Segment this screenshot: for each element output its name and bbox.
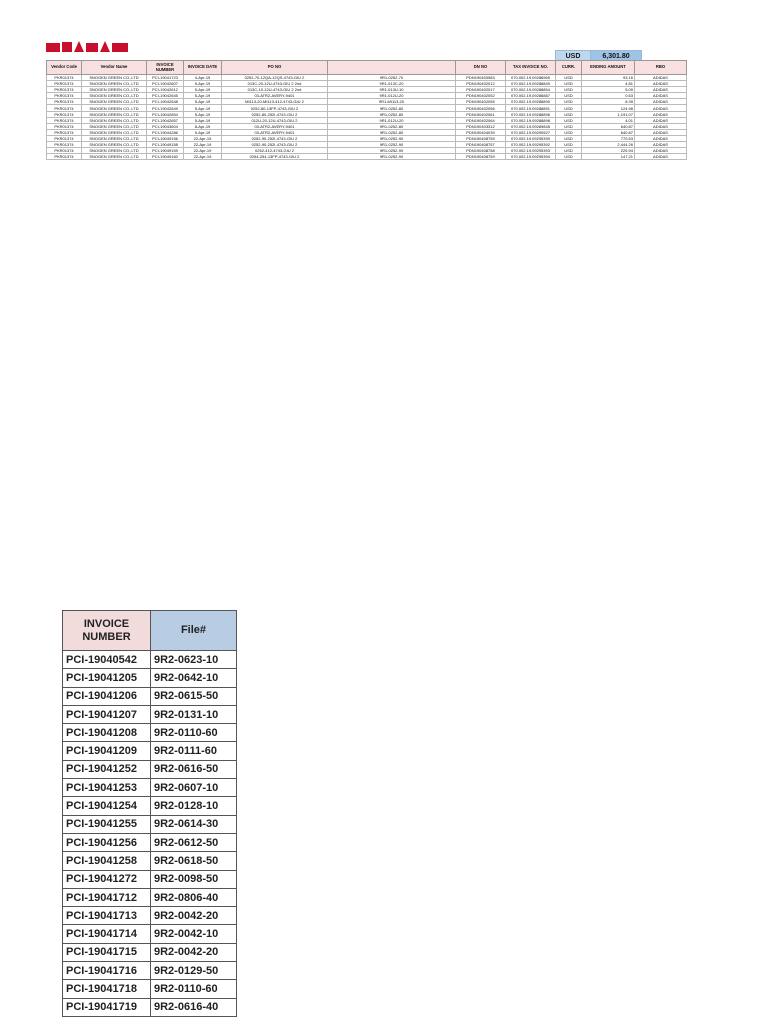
table-cell: PKR01374: [47, 81, 82, 87]
table-cell: 070.002.19.09288849: [506, 81, 556, 87]
table-cell: 5-Apr-19: [184, 105, 222, 111]
table-cell: SNOGEN GREEN CO.,LTD: [82, 93, 147, 99]
table-cell: ADIDAS: [635, 135, 687, 141]
table-row: [63, 888, 237, 906]
column-header: RBO: [635, 61, 687, 75]
table-cell: ADIDAS: [635, 87, 687, 93]
table-cell: PCI-19042612: [147, 87, 184, 93]
table-cell: 5-Apr-19: [184, 111, 222, 117]
invoice-number-cell: PCI-19041713: [63, 907, 151, 925]
table-cell: 0252-80-252I-4743-GIU 2: [222, 111, 328, 117]
table-cell: 0252-80-13FP-4743-GIU 2: [222, 105, 328, 111]
table-cell: PCI-19042649: [147, 105, 184, 111]
table-cell: 9R1-013C-20: [328, 81, 456, 87]
column-header: INVOICE DATE: [184, 61, 222, 75]
file-number-cell: 9R2-0614-30: [151, 815, 237, 833]
table-cell: PDN190408757: [456, 142, 506, 148]
table-cell: 070.002.19.09289845: [506, 123, 556, 129]
table-cell: PDN190408758: [456, 148, 506, 154]
column-header: DN NO: [456, 61, 506, 75]
table-row: [63, 779, 237, 797]
table-row: [63, 980, 237, 998]
table-cell: PKR01374: [47, 93, 82, 99]
table-cell: SNOGEN GREEN CO.,LTD: [82, 129, 147, 135]
invoice-number-cell: PCI-19041256: [63, 833, 151, 851]
table-cell: 9R1-MI113-20: [328, 99, 456, 105]
invoice-number-cell: PCI-19041714: [63, 925, 151, 943]
table-cell: PKR01374: [47, 87, 82, 93]
table-row: [63, 998, 237, 1016]
invoice-number-cell: PCI-19041712: [63, 888, 151, 906]
table-cell: PDN190408755: [456, 135, 506, 141]
table-row: [63, 651, 237, 669]
file-number-cell: 9R2-0098-50: [151, 870, 237, 888]
table-cell: 03-ATR2-AVERY-9401: [222, 93, 328, 99]
table-cell: USD: [556, 129, 582, 135]
file-number-cell: 9R2-0642-10: [151, 669, 237, 687]
table-cell: 013C-10-12U-4743-GIU 2 2nd: [222, 87, 328, 93]
table-cell: PCI-19042645: [147, 93, 184, 99]
table-cell: USD: [556, 111, 582, 117]
invoice-number-cell: PCI-19041715: [63, 943, 151, 961]
table-cell: ADIDAS: [635, 123, 687, 129]
invoice-number-cell: PCI-19041207: [63, 705, 151, 723]
file-number-cell: 9R2-0612-50: [151, 833, 237, 851]
table-cell: PDN190400983: [456, 75, 506, 81]
table-cell: PDN190408759: [456, 154, 506, 160]
table-cell: 9R1-0252-80: [328, 111, 456, 117]
table-cell: 0.63: [582, 93, 635, 99]
file-table-header: [63, 611, 237, 651]
table-cell: ADIDAS: [635, 93, 687, 99]
table-row: [63, 833, 237, 851]
file-number-cell: 9R2-0128-10: [151, 797, 237, 815]
table-cell: 0252-70-12QA-12QS-4743-GIU 2: [222, 75, 328, 81]
table-cell: 5.09: [582, 87, 635, 93]
table-cell: ADIDAS: [635, 148, 687, 154]
invoice-number-cell: PCI-19041205: [63, 669, 151, 687]
table-row: [63, 962, 237, 980]
table-cell: ADIDAS: [635, 142, 687, 148]
table-cell: PCI-19042648: [147, 99, 184, 105]
table-cell: PCI-19042657: [147, 117, 184, 123]
table-cell: SNOGEN GREEN CO.,LTD: [82, 99, 147, 105]
table-cell: 013C-20-12U-4743-GIU 2 2nd: [222, 81, 328, 87]
invoice-number-cell: PCI-19041719: [63, 998, 151, 1016]
table-row: [63, 907, 237, 925]
table-cell: 070.002.19.09290527: [506, 129, 556, 135]
table-cell: 070.002.19.09295394: [506, 154, 556, 160]
table-cell: ADIDAS: [635, 129, 687, 135]
table-cell: SNOGEN GREEN CO.,LTD: [82, 105, 147, 111]
table-cell: 0252-412-4743-GIU 2: [222, 148, 328, 154]
table-cell: ADIDAS: [635, 105, 687, 111]
table-cell: 9R1-012U-20: [328, 93, 456, 99]
column-header: TAX INVOICE NO.: [506, 61, 556, 75]
table-cell: PDN190403312: [456, 123, 506, 129]
table-row: [63, 815, 237, 833]
table-cell: 8.39: [582, 99, 635, 105]
table-cell: PDN190402061: [456, 111, 506, 117]
invoice-number-cell: PCI-19041253: [63, 779, 151, 797]
brand-logo: [46, 40, 130, 52]
invoice-number-cell: PCI-19041208: [63, 724, 151, 742]
table-cell: PCI-19042654: [147, 111, 184, 117]
table-cell: 22-Apr-19: [184, 154, 222, 160]
table-cell: 070.002.19.09288891: [506, 105, 556, 111]
table-cell: USD: [556, 154, 582, 160]
invoice-number-cell: PCI-19041272: [63, 870, 151, 888]
table-cell: 9-Apr-19: [184, 129, 222, 135]
table-cell: 9R1-012U-20: [328, 117, 456, 123]
invoice-number-cell: PCI-19041252: [63, 760, 151, 778]
table-cell: 770.53: [582, 135, 635, 141]
table-cell: SNOGEN GREEN CO.,LTD: [82, 111, 147, 117]
table-cell: PDN190402056: [456, 105, 506, 111]
table-cell: 1,191.07: [582, 111, 635, 117]
table-cell: PCI-19044286: [147, 129, 184, 135]
invoice-number-cell: PCI-19041258: [63, 852, 151, 870]
table-cell: 640.87: [582, 123, 635, 129]
table-cell: ADIDAS: [635, 154, 687, 160]
table-cell: USD: [556, 148, 582, 154]
table-cell: 640.87: [582, 129, 635, 135]
file-number-table: [62, 610, 237, 1017]
header-file-number: File#: [151, 611, 237, 651]
table-cell: 0252-90-252I-4743-GIU 2: [222, 142, 328, 148]
table-row: [63, 687, 237, 705]
table-cell: PKR01374: [47, 105, 82, 111]
table-row: [63, 925, 237, 943]
file-number-cell: 9R2-0623-10: [151, 651, 237, 669]
file-number-cell: 9R2-0042-20: [151, 943, 237, 961]
invoice-number-cell: PCI-19041254: [63, 797, 151, 815]
table-cell: PKR01374: [47, 135, 82, 141]
table-cell: 070.002.19.09288854: [506, 87, 556, 93]
table-row: [47, 154, 687, 160]
table-cell: SNOGEN GREEN CO.,LTD: [82, 142, 147, 148]
table-cell: ADIDAS: [635, 75, 687, 81]
header-invoice-number: INVOICE NUMBER: [63, 611, 151, 651]
table-cell: 5-Apr-19: [184, 93, 222, 99]
invoice-table: [46, 60, 687, 160]
table-cell: ADIDAS: [635, 81, 687, 87]
column-header: PO NO: [222, 61, 328, 75]
table-cell: 4.01: [582, 117, 635, 123]
table-cell: USD: [556, 81, 582, 87]
table-cell: PCI-19049160: [147, 154, 184, 160]
file-number-cell: 9R2-0111-60: [151, 742, 237, 760]
table-cell: 22-Apr-19: [184, 142, 222, 148]
table-cell: SNOGEN GREEN CO.,LTD: [82, 148, 147, 154]
table-cell: USD: [556, 105, 582, 111]
file-number-cell: 9R2-0110-60: [151, 724, 237, 742]
table-cell: 9R1-0252-80: [328, 129, 456, 135]
table-cell: SNOGEN GREEN CO.,LTD: [82, 154, 147, 160]
table-cell: 9R1-0252-70: [328, 75, 456, 81]
column-header: CURR.: [556, 61, 582, 75]
table-cell: PKR01374: [47, 148, 82, 154]
table-cell: PCI-19049156: [147, 135, 184, 141]
table-cell: USD: [556, 135, 582, 141]
file-number-cell: 9R2-0607-10: [151, 779, 237, 797]
table-cell: PCI-19049159: [147, 148, 184, 154]
table-cell: PKR01374: [47, 117, 82, 123]
table-cell: PDN190402064: [456, 117, 506, 123]
table-row: [63, 724, 237, 742]
table-cell: 93.16: [582, 75, 635, 81]
table-cell: SNOGEN GREEN CO.,LTD: [82, 123, 147, 129]
table-cell: PDN190404039: [456, 129, 506, 135]
file-number-cell: 9R2-0618-50: [151, 852, 237, 870]
file-number-cell: 9R2-0110-60: [151, 980, 237, 998]
table-cell: PDN190402012: [456, 81, 506, 87]
table-cell: 4-Apr-19: [184, 75, 222, 81]
table-cell: 9R1-0252-80: [328, 105, 456, 111]
table-cell: SNOGEN GREEN CO.,LTD: [82, 81, 147, 87]
table-cell: PDN190402055: [456, 99, 506, 105]
table-row: [63, 742, 237, 760]
table-cell: 5-Apr-19: [184, 87, 222, 93]
table-cell: PCI-19049158: [147, 142, 184, 148]
table-cell: 22-Apr-19: [184, 135, 222, 141]
table-cell: 070.002.19.09295393: [506, 148, 556, 154]
table-cell: PKR01374: [47, 111, 82, 117]
file-number-cell: 9R2-0042-20: [151, 907, 237, 925]
table-cell: 070.002.19.09288898: [506, 117, 556, 123]
invoice-number-cell: PCI-19041718: [63, 980, 151, 998]
table-cell: USD: [556, 117, 582, 123]
table-row: [63, 852, 237, 870]
table-cell: 5-Apr-19: [184, 99, 222, 105]
total-amount: 6,301.80: [590, 50, 642, 61]
column-header: Vendor Code: [47, 61, 82, 75]
table-cell: 070.002.19.09288896: [506, 111, 556, 117]
invoice-number-cell: PCI-19041255: [63, 815, 151, 833]
table-cell: 070.002.19.09288887: [506, 93, 556, 99]
file-number-cell: 9R2-0615-50: [151, 687, 237, 705]
table-cell: SNOGEN GREEN CO.,LTD: [82, 87, 147, 93]
table-cell: 2,444.26: [582, 142, 635, 148]
table-cell: PCI-19042607: [147, 81, 184, 87]
table-row: [63, 705, 237, 723]
invoice-number-cell: PCI-19040542: [63, 651, 151, 669]
table-cell: USD: [556, 93, 582, 99]
table-cell: 5-Apr-19: [184, 117, 222, 123]
table-cell: PKR01374: [47, 123, 82, 129]
table-row: [63, 669, 237, 687]
table-cell: ADIDAS: [635, 117, 687, 123]
file-number-cell: 9R2-0616-50: [151, 760, 237, 778]
column-header: INVOICE NUMBER: [147, 61, 184, 75]
table-cell: 5-Apr-19: [184, 81, 222, 87]
invoice-number-cell: PCI-19041716: [63, 962, 151, 980]
table-cell: ADIDAS: [635, 111, 687, 117]
table-cell: PCI-19041723: [147, 75, 184, 81]
table-cell: USD: [556, 75, 582, 81]
table-cell: 9R1-013U-10: [328, 87, 456, 93]
file-number-cell: 9R2-0129-50: [151, 962, 237, 980]
table-cell: 070.002.19.09295392: [506, 142, 556, 148]
table-cell: 124.98: [582, 105, 635, 111]
table-cell: 070.002.19.09295390: [506, 135, 556, 141]
invoice-table-header: [47, 61, 687, 75]
table-cell: 070.002.19.09288890: [506, 99, 556, 105]
table-row: [63, 797, 237, 815]
table-cell: USD: [556, 142, 582, 148]
table-cell: SNOGEN GREEN CO.,LTD: [82, 117, 147, 123]
table-cell: 070.002.19.09288965: [506, 75, 556, 81]
invoice-number-cell: PCI-19041206: [63, 687, 151, 705]
table-cell: PDN190402052: [456, 93, 506, 99]
table-cell: 147.21: [582, 154, 635, 160]
table-cell: PKR01374: [47, 142, 82, 148]
table-cell: 0252-90-252I-4743-GIU 2: [222, 135, 328, 141]
table-cell: PKR01374: [47, 99, 82, 105]
table-row: [63, 760, 237, 778]
table-row: [63, 943, 237, 961]
table-cell: 9R1-0252-90: [328, 135, 456, 141]
table-cell: SNOGEN GREEN CO.,LTD: [82, 135, 147, 141]
table-cell: USD: [556, 87, 582, 93]
table-cell: 03-ATR2-AVERY-9401: [222, 129, 328, 135]
table-cell: PDN190402017: [456, 87, 506, 93]
table-cell: PKR01374: [47, 75, 82, 81]
table-cell: PKR01374: [47, 129, 82, 135]
table-cell: 9R1-0252-90: [328, 154, 456, 160]
table-cell: 4.81: [582, 81, 635, 87]
table-cell: 9R1-0252-90: [328, 142, 456, 148]
table-cell: MI113-20-MI113-412-4743-GIU 2: [222, 99, 328, 105]
table-cell: 9R1-0252-80: [328, 123, 456, 129]
total-currency: USD: [555, 50, 590, 61]
table-cell: SNOGEN GREEN CO.,LTD: [82, 75, 147, 81]
table-cell: 9R1-0252-90: [328, 148, 456, 154]
table-cell: 012U-20-12U-4743-GIU 2: [222, 117, 328, 123]
invoice-number-cell: PCI-19041209: [63, 742, 151, 760]
file-number-cell: 9R2-0131-10: [151, 705, 237, 723]
table-cell: 0254-254-13FP-4743-GIU 2: [222, 154, 328, 160]
table-cell: 8-Apr-19: [184, 123, 222, 129]
file-number-cell: 9R2-0806-40: [151, 888, 237, 906]
table-row: [63, 870, 237, 888]
column-header: Vendor Name: [82, 61, 147, 75]
table-cell: ADIDAS: [635, 99, 687, 105]
table-cell: 22-Apr-19: [184, 148, 222, 154]
file-number-cell: 9R2-0042-10: [151, 925, 237, 943]
table-cell: 225.94: [582, 148, 635, 154]
column-header: ENDING AMOUNT: [582, 61, 635, 75]
table-cell: USD: [556, 123, 582, 129]
table-cell: 03-ATR2-AVERY-9401: [222, 123, 328, 129]
table-cell: PCI-19043604: [147, 123, 184, 129]
column-header: [328, 61, 456, 75]
table-cell: USD: [556, 99, 582, 105]
table-cell: PKR01374: [47, 154, 82, 160]
file-number-cell: 9R2-0616-40: [151, 998, 237, 1016]
